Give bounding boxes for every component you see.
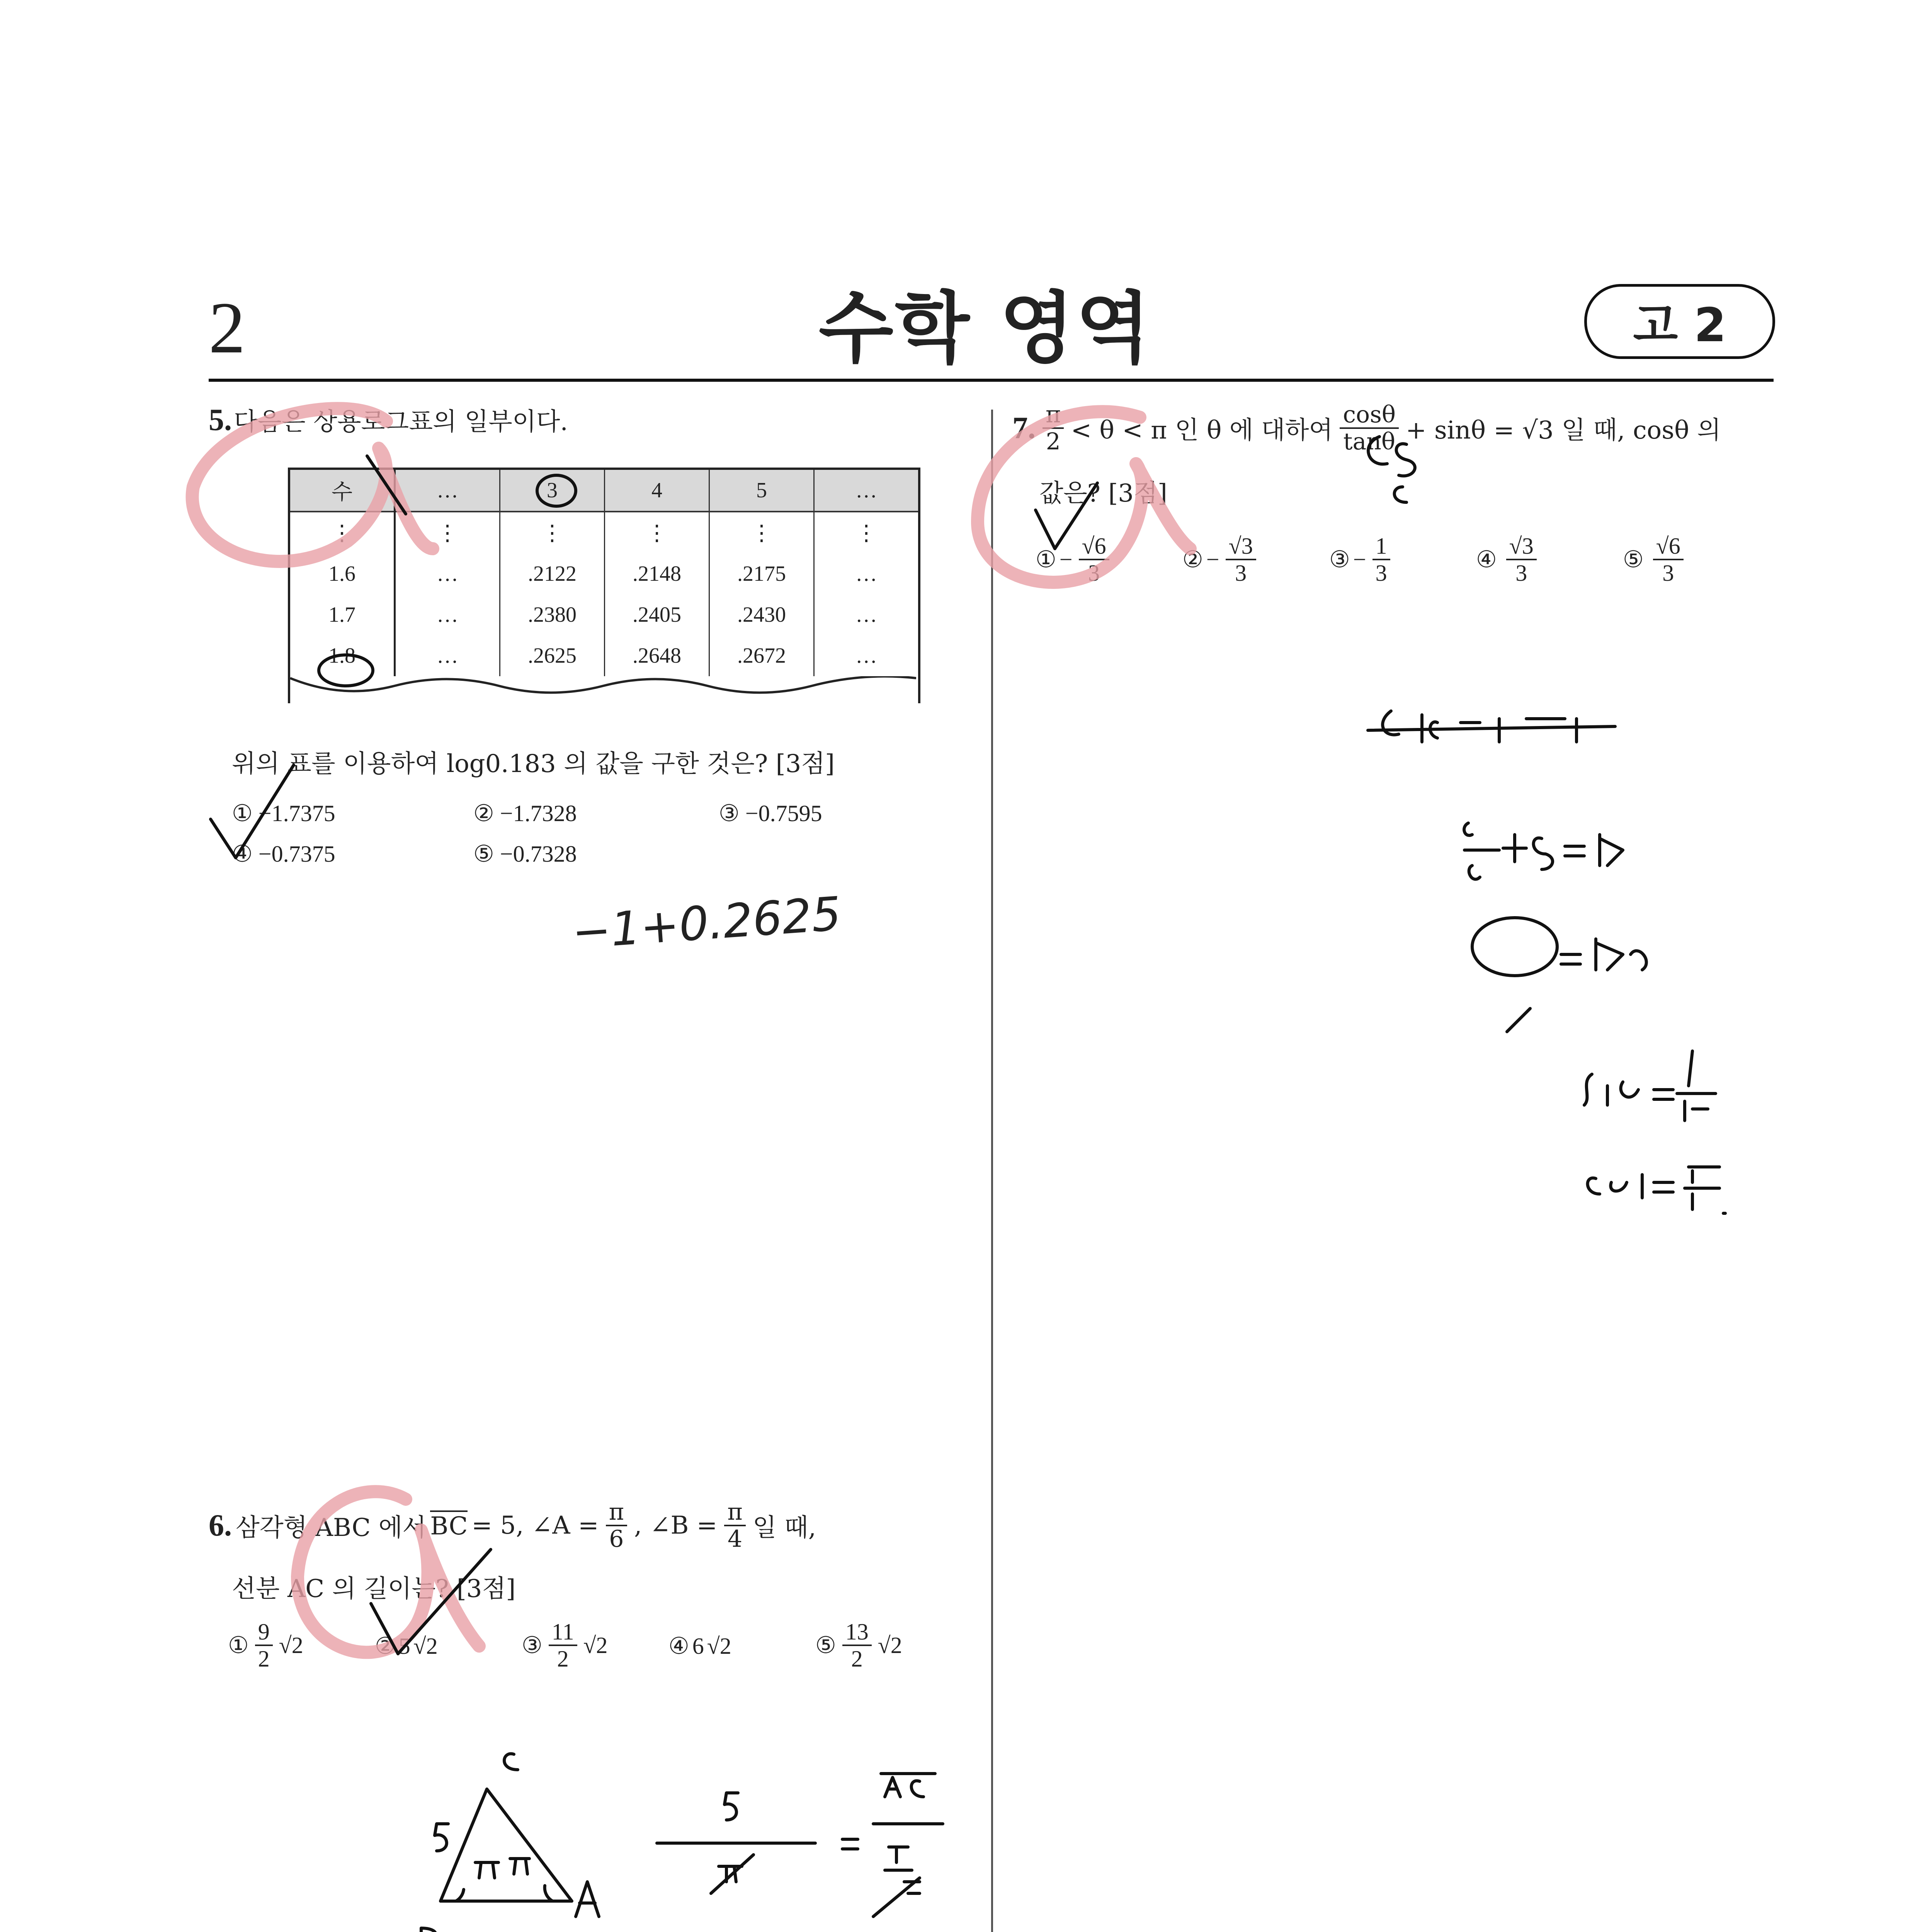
q6-choice-3[interactable]: ③ $\frac{11}{2}$ √2 [522, 1619, 608, 1672]
q7-struck-out-work [1368, 711, 1615, 742]
table-cell: .2648 [605, 635, 709, 676]
table-cell: 1.8 [290, 635, 395, 676]
triangle-sketch [440, 1789, 572, 1901]
table-cell: ⋮ [605, 512, 709, 553]
q6-text-c: , ∠B = [634, 1511, 718, 1540]
log-table-header-cell: 3 [500, 470, 605, 512]
q6-number: 6. [209, 1508, 232, 1543]
vertex-label-c [504, 1754, 518, 1770]
side-label-5 [435, 1824, 448, 1851]
vertex-label-a [576, 1882, 599, 1917]
q7-equation: + sinθ = √3 일 때, cosθ 의 [1405, 416, 1721, 445]
table-cell: … [395, 635, 500, 676]
q7-choice-4[interactable]: ④ $\frac{√3}{3}$ [1476, 533, 1540, 586]
table-cell: … [395, 553, 500, 594]
subject-title: 수학 영역 [818, 284, 1152, 374]
q6-choice-1[interactable]: ① $\frac{9}{2}$ √2 [228, 1619, 303, 1672]
q5-handwritten-work: −1+0.2625 [570, 887, 843, 960]
triangle-angle-marks [456, 1886, 553, 1901]
q7-choice-1[interactable]: ① − $\frac{√6}{3}$ [1036, 533, 1112, 586]
q7-number: 7. [1012, 411, 1036, 445]
q5-choice-1[interactable]: ① −1.7375 [232, 801, 335, 826]
q6-segment-bc: BC [430, 1510, 468, 1541]
circle-mark-row-1-8 [319, 655, 373, 686]
equals-sign [842, 1839, 858, 1849]
ratio-denominator-struck [711, 1855, 753, 1893]
q5-number: 5. [209, 403, 232, 437]
check-mark-q5 [211, 765, 294, 858]
pink-grade-mark-q7 [978, 412, 1190, 582]
vertex-label-b [421, 1928, 439, 1932]
q7-condition: < θ < π 인 θ 에 대하여 [1071, 416, 1333, 445]
q7-work-line-1 [1464, 823, 1623, 879]
q6-choice-4[interactable]: ④ 6 √2 [668, 1633, 731, 1659]
page-number: 2 [209, 287, 245, 369]
q6-text-a: 삼각형 ABC 에서 [236, 1514, 427, 1542]
table-cell: .2148 [605, 553, 709, 594]
log-table-header-cell: 4 [605, 470, 709, 512]
table-cell: .2380 [500, 594, 605, 635]
q6-text-b: = 5, ∠A = [471, 1511, 599, 1540]
circle-mark-column-3 [537, 475, 576, 506]
table-cell: ⋮ [814, 512, 918, 553]
q6-choice-2[interactable]: ② 5 √2 [375, 1633, 438, 1659]
ratio-numerator-5 [724, 1793, 738, 1820]
q6-angle-a-fraction: $\frac{\pi}{6}$ [606, 1499, 627, 1552]
table-cell: 1.7 [290, 594, 395, 635]
table-cell: ⋮ [395, 512, 500, 553]
table-cell: .2625 [500, 635, 605, 676]
q7-work-line-2 [1561, 939, 1646, 970]
pink-grade-mark-q6 [298, 1492, 479, 1652]
table-cell: .2175 [709, 553, 814, 594]
table-cell: 1.6 [290, 553, 395, 594]
log-table-header-cell: 5 [709, 470, 814, 512]
q5-choice-5[interactable]: ⑤ −0.7328 [473, 841, 577, 867]
q7-tick [1507, 1009, 1530, 1032]
q7-choice-2[interactable]: ② − $\frac{√3}{3}$ [1182, 533, 1259, 586]
q7-choice-3[interactable]: ③ − $\frac{1}{3}$ [1329, 533, 1393, 586]
q7-sin-theta-note [1584, 1051, 1716, 1121]
table-cell: .2405 [605, 594, 709, 635]
table-cell: .2430 [709, 594, 814, 635]
q7-cos-over-tan: $\frac{\cos\theta}{\tan\theta}$ [1340, 402, 1399, 454]
q6-angle-b-fraction: $\frac{\pi}{4}$ [724, 1499, 745, 1552]
log-table-header-cell: … [814, 470, 918, 512]
q5-question: 위의 표를 이용하여 log0.183 의 값을 구한 것은? [3점] [232, 750, 835, 778]
q5-choice-2[interactable]: ② −1.7328 [473, 801, 577, 826]
q6-choice-5[interactable]: ⑤ $\frac{13}{2}$ √2 [815, 1619, 902, 1672]
table-cell: ⋮ [500, 512, 605, 553]
q7-line-2: 값은? [3점] [1039, 479, 1167, 508]
q7-choice-5[interactable]: ⑤ $\frac{√6}{3}$ [1623, 533, 1687, 586]
log-table-header-cell: … [395, 470, 500, 512]
check-mark-q7 [1036, 483, 1097, 549]
q7-circled-term [1472, 918, 1557, 976]
q7-cos-theta-note [1588, 1167, 1725, 1213]
table-cell: .2672 [709, 635, 814, 676]
table-cell: … [395, 594, 500, 635]
pink-grade-mark-q5 [192, 408, 433, 561]
table-cell: ⋮ [290, 512, 395, 553]
table-cell: … [814, 594, 918, 635]
ratio-ac-over-sin [873, 1774, 943, 1824]
q5-prompt: 다음은 상용로그표의 일부이다. [234, 408, 568, 436]
table-cell: … [814, 635, 918, 676]
cos-over-c-scribble [1368, 437, 1415, 502]
grade-label: 고 2 [1633, 299, 1726, 352]
q6-text-d: 일 때, [752, 1514, 816, 1542]
q7-pi-over-2: $\frac{\pi}{2}$ [1043, 402, 1064, 454]
ratio-denominator-right [873, 1847, 920, 1917]
table-cell: ⋮ [709, 512, 814, 553]
log-table-header-cell: 수 [290, 470, 395, 512]
q5-choice-4[interactable]: ④ −0.7375 [232, 841, 335, 867]
q5-choice-3[interactable]: ③ −0.7595 [719, 801, 822, 826]
table-cell: .2122 [500, 553, 605, 594]
angle-label-pi [475, 1859, 529, 1878]
table-cell: … [814, 553, 918, 594]
q6-line-2: 선분 AC 의 길이는? [3점] [232, 1575, 516, 1603]
